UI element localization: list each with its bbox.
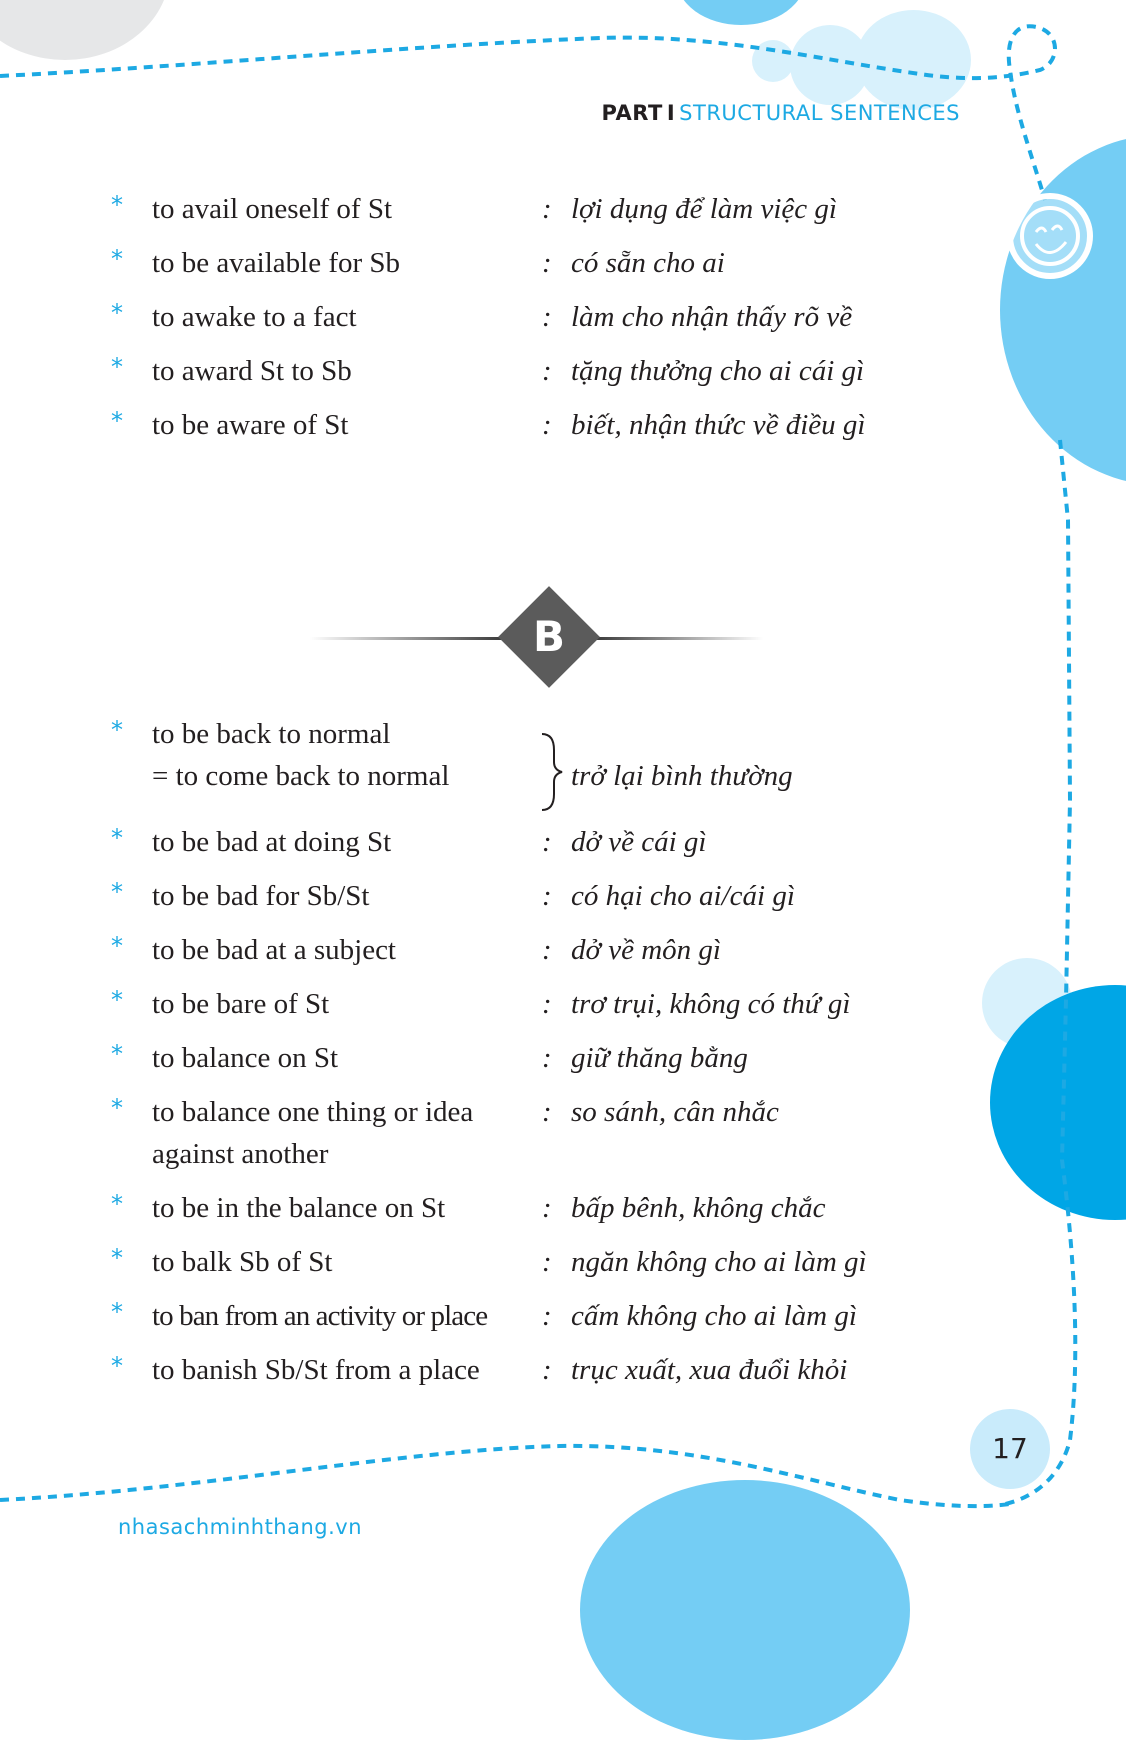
entry-english: to be bad at doing St <box>152 826 392 858</box>
entry-vietnamese: bấp bênh, không chắc <box>571 1192 826 1224</box>
divider-line-right <box>588 637 763 640</box>
entry-colon: : <box>542 934 552 966</box>
entry-colon: : <box>542 1042 552 1074</box>
entry-colon: : <box>542 247 552 279</box>
entry-vietnamese: có sẵn cho ai <box>571 247 725 279</box>
entry-colon: : <box>542 1300 552 1332</box>
entry-colon: : <box>542 355 552 387</box>
header-part: PART <box>601 101 663 125</box>
entry-vietnamese: trơ trụi, không có thứ gì <box>571 988 851 1020</box>
entry-colon: : <box>542 1192 552 1224</box>
entry-english: to balance on St <box>152 1042 339 1074</box>
bullet-star: * <box>111 1244 123 1272</box>
bullet-star: * <box>111 191 123 219</box>
entry-colon: : <box>542 1354 552 1386</box>
entry-vietnamese: so sánh, cân nhắc <box>571 1096 779 1128</box>
bullet-star: * <box>111 824 123 852</box>
entry-vietnamese: giữ thăng bằng <box>571 1042 748 1074</box>
bullet-star: * <box>111 932 123 960</box>
entry-colon: : <box>542 1096 552 1128</box>
entry-vietnamese: tặng thưởng cho ai cái gì <box>571 355 865 387</box>
entry-vietnamese: biết, nhận thức về điều gì <box>571 409 866 441</box>
entry-english: to be in the balance on St <box>152 1192 446 1224</box>
entry-vietnamese: làm cho nhận thấy rõ về <box>571 301 853 333</box>
bullet-star: * <box>111 1352 123 1380</box>
entry-english: to banish Sb/St from a place <box>152 1354 480 1386</box>
entry-english: to be available for Sb <box>152 247 401 279</box>
entry-english: to awake to a fact <box>152 301 357 333</box>
entry-vietnamese: trở lại bình thường <box>571 760 793 792</box>
entry-colon: : <box>542 988 552 1020</box>
entry-colon: : <box>542 301 552 333</box>
header-separator: I <box>666 101 676 125</box>
page-number: 17 <box>970 1409 1050 1489</box>
entry-english: to avail oneself of St <box>152 193 393 225</box>
header-section: STRUCTURAL SENTENCES <box>679 101 960 125</box>
divider-line-left <box>310 637 510 640</box>
section-letter: B <box>532 612 565 661</box>
entry-english: to award St to Sb <box>152 355 352 387</box>
entry-english-continued: against another <box>152 1138 329 1170</box>
bullet-star: * <box>111 1094 123 1122</box>
entry-english: to be back to normal <box>152 718 391 750</box>
entry-english: to ban from an activity or place <box>152 1300 488 1332</box>
entry-colon: : <box>542 409 552 441</box>
entry-vietnamese: lợi dụng để làm việc gì <box>571 193 837 225</box>
entry-vietnamese: dở về môn gì <box>571 934 721 966</box>
footer-website: nhasachminhthang.vn <box>118 1515 363 1539</box>
entry-english: to balance one thing or idea <box>152 1096 474 1128</box>
bullet-star: * <box>111 1040 123 1068</box>
entry-colon: : <box>542 193 552 225</box>
entry-vietnamese: có hại cho ai/cái gì <box>571 880 795 912</box>
entry-english-alt: = to come back to normal <box>152 760 450 792</box>
entry-vietnamese: ngăn không cho ai làm gì <box>571 1246 867 1278</box>
entry-colon: : <box>542 880 552 912</box>
smiley-icon <box>1010 196 1090 276</box>
bullet-star: * <box>111 878 123 906</box>
entry-english: to be bad at a subject <box>152 934 396 966</box>
entry-colon: : <box>542 826 552 858</box>
bullet-star: * <box>111 716 123 744</box>
entry-english: to be bad for Sb/St <box>152 880 370 912</box>
entry-english: to balk Sb of St <box>152 1246 333 1278</box>
entry-vietnamese: cấm không cho ai làm gì <box>571 1300 857 1332</box>
bullet-star: * <box>111 407 123 435</box>
entry-vietnamese: dở về cái gì <box>571 826 707 858</box>
bullet-star: * <box>111 245 123 273</box>
bullet-star: * <box>111 986 123 1014</box>
entry-english: to be aware of St <box>152 409 349 441</box>
bullet-star: * <box>111 1190 123 1218</box>
running-header <box>602 101 960 125</box>
bullet-star: * <box>111 353 123 381</box>
bullet-star: * <box>111 299 123 327</box>
curly-brace <box>540 732 564 812</box>
entry-colon: : <box>542 1246 552 1278</box>
entry-vietnamese: trục xuất, xua đuổi khỏi <box>571 1354 848 1386</box>
bullet-star: * <box>111 1298 123 1326</box>
entry-english: to be bare of St <box>152 988 330 1020</box>
